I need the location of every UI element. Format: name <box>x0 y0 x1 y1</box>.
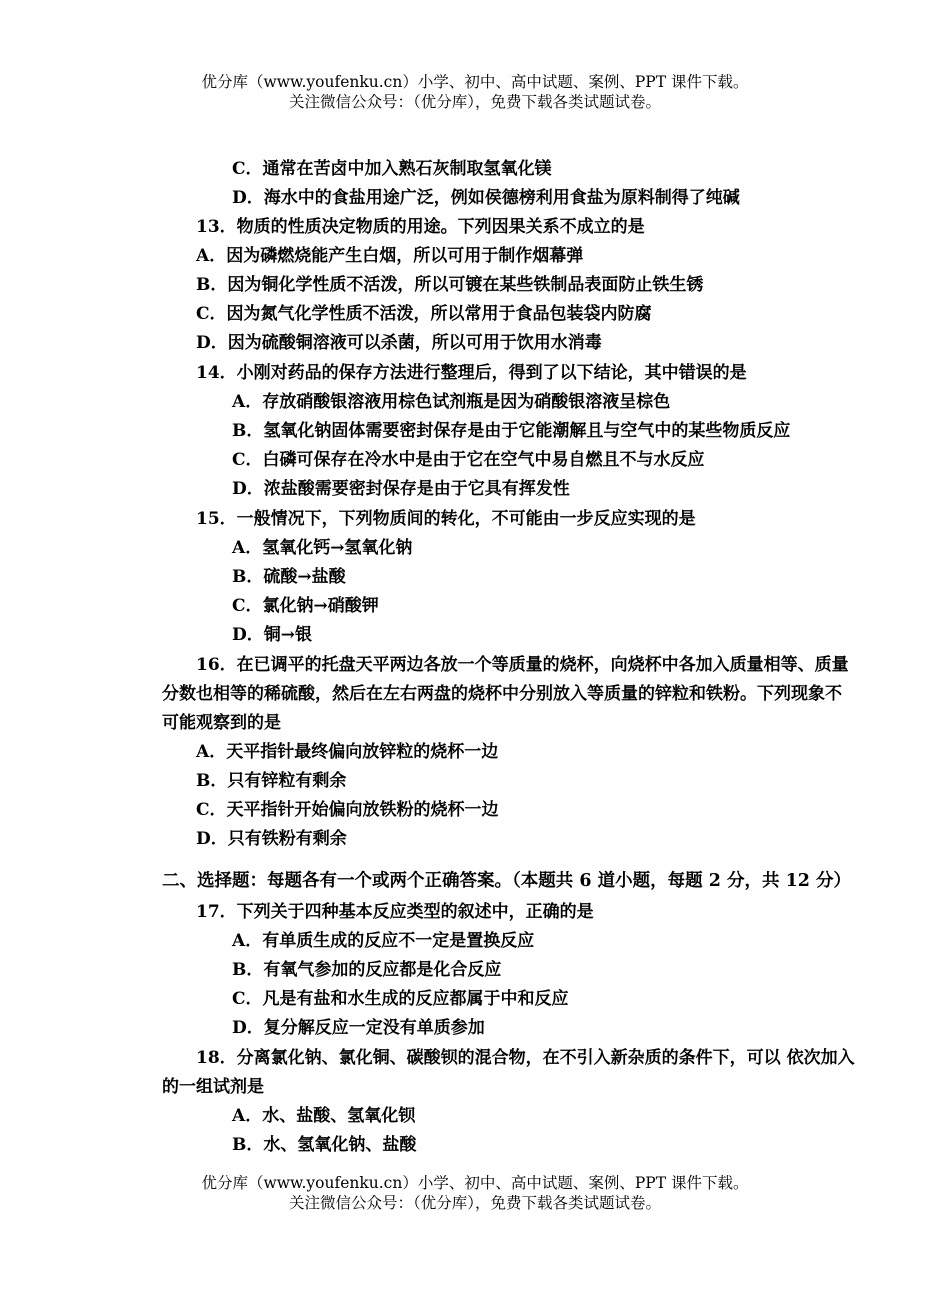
q18-option-b: B．水、氢氧化钠、盐酸 <box>232 1135 417 1155</box>
q16-option-c: C．天平指针开始偏向放铁粉的烧杯一边 <box>196 800 499 820</box>
q16-option-d: D．只有铁粉有剩余 <box>196 829 347 849</box>
q13-option-c: C．因为氮气化学性质不活泼，所以常用于食品包装袋内防腐 <box>196 304 652 324</box>
q12-option-c: C．通常在苦卤中加入熟石灰制取氢氧化镁 <box>232 159 552 179</box>
q15-option-c: C．氯化钠→硝酸钾 <box>232 596 379 616</box>
q16-stem-line-3: 可能观察到的是 <box>162 713 281 733</box>
q17-option-a: A．有单质生成的反应不一定是置换反应 <box>232 931 535 951</box>
q17-option-d: D．复分解反应一定没有单质参加 <box>232 1018 485 1038</box>
section-2-title: 二、选择题：每题各有一个或两个正确答案。（本题共 6 道小题，每题 2 分，共 12 分） <box>162 871 852 891</box>
q14-option-c: C．白磷可保存在冷水中是由于它在空气中易自燃且不与水反应 <box>232 450 705 470</box>
q14-option-b: B．氢氧化钠固体需要密封保存是由于它能潮解且与空气中的某些物质反应 <box>232 421 791 441</box>
footer-line-2: 关注微信公众号：（优分库），免费下载各类试题试卷。 <box>288 1194 661 1212</box>
q15-option-a: A．氢氧化钙→氢氧化钠 <box>232 538 413 558</box>
footer-line-1: 优分库（www.youfenku.cn）小学、初中、高中试题、案例、PPT 课件下载。 <box>201 1174 749 1192</box>
q13-option-b: B．因为铜化学性质不活泼，所以可镀在某些铁制品表面防止铁生锈 <box>196 275 704 295</box>
q15-option-b: B．硫酸→盐酸 <box>232 567 346 587</box>
q13-option-d: D．因为硫酸铜溶液可以杀菌，所以可用于饮用水消毒 <box>196 333 602 353</box>
q17-option-c: C．凡是有盐和水生成的反应都属于中和反应 <box>232 989 569 1009</box>
q17-stem: 17．下列关于四种基本反应类型的叙述中，正确的是 <box>196 902 594 922</box>
q18-stem-line-2: 的一组试剂是 <box>162 1077 264 1097</box>
q15-option-d: D．铜→银 <box>232 625 312 645</box>
q18-stem-line-1: 18．分离氯化钠、氯化铜、碳酸钡的混合物，在不引入新杂质的条件下，可以 依次加入 <box>196 1048 855 1068</box>
q14-stem: 14．小刚对药品的保存方法进行整理后，得到了以下结论，其中错误的是 <box>196 363 747 383</box>
q15-stem: 15．一般情况下，下列物质间的转化，不可能由一步反应实现的是 <box>196 509 696 529</box>
q16-stem-line-2: 分数也相等的稀硫酸，然后在左右两盘的烧杯中分别放入等质量的锌粒和铁粉。下列现象不 <box>162 684 842 704</box>
q13-stem: 13．物质的性质决定物质的用途。下列因果关系不成立的是 <box>196 217 645 237</box>
header-line-1: 优分库（www.youfenku.cn）小学、初中、高中试题、案例、PPT 课件下载。 <box>201 73 749 91</box>
q18-option-a: A．水、盐酸、氢氧化钡 <box>232 1106 416 1126</box>
q14-option-d: D．浓盐酸需要密封保存是由于它具有挥发性 <box>232 479 570 499</box>
header-line-2: 关注微信公众号：（优分库），免费下载各类试题试卷。 <box>288 93 661 111</box>
q13-option-a: A．因为磷燃烧能产生白烟，所以可用于制作烟幕弹 <box>196 246 584 266</box>
q16-stem-line-1: 16．在已调平的托盘天平两边各放一个等质量的烧杯，向烧杯中各加入质量相等、质量 <box>196 655 849 675</box>
q12-option-d: D．海水中的食盐用途广泛，例如侯德榜利用食盐为原料制得了纯碱 <box>232 188 740 208</box>
q16-option-a: A．天平指针最终偏向放锌粒的烧杯一边 <box>196 742 499 762</box>
q14-option-a: A．存放硝酸银溶液用棕色试剂瓶是因为硝酸银溶液呈棕色 <box>232 392 671 412</box>
q17-option-b: B．有氧气参加的反应都是化合反应 <box>232 960 502 980</box>
q16-option-b: B．只有锌粒有剩余 <box>196 771 347 791</box>
